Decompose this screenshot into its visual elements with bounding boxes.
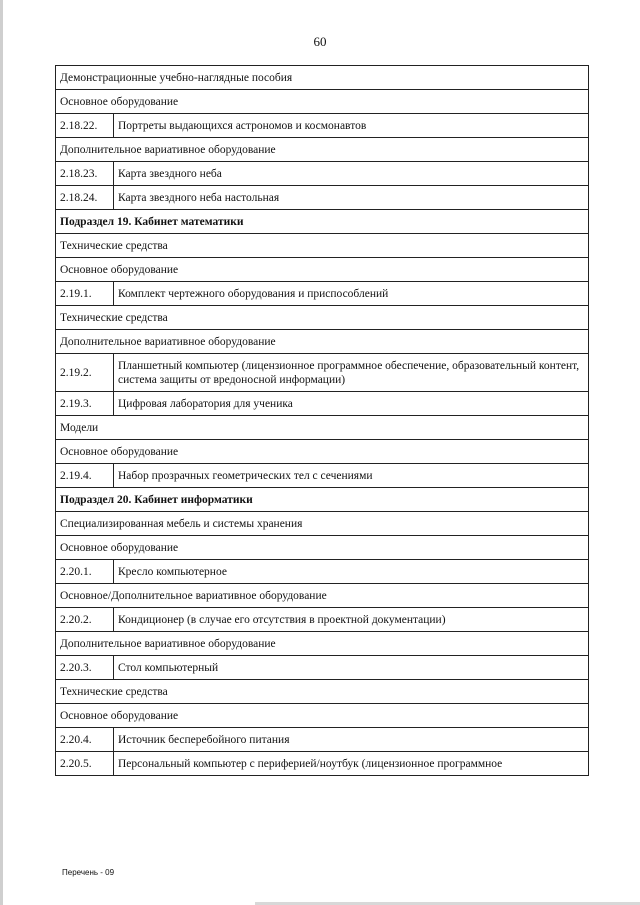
item-number: 2.20.1. xyxy=(56,560,114,584)
page-footer: Перечень - 09 xyxy=(62,868,115,877)
table-row-category xyxy=(56,680,589,704)
table-row-category xyxy=(56,632,589,656)
table-row-item xyxy=(56,354,589,392)
equipment-table-body xyxy=(56,66,589,776)
table-row-item xyxy=(56,162,589,186)
item-number: 2.18.24. xyxy=(56,186,114,210)
item-number: 2.19.4. xyxy=(56,464,114,488)
item-number: 2.20.3. xyxy=(56,656,114,680)
table-row-section xyxy=(56,488,589,512)
table-row-item xyxy=(56,282,589,306)
category-label: Основное оборудование xyxy=(56,704,589,728)
item-description: Портреты выдающихся астрономов и космонавтов xyxy=(114,114,589,138)
item-number: 2.19.2. xyxy=(56,354,114,392)
table-row-category xyxy=(56,234,589,258)
item-description: Стол компьютерный xyxy=(114,656,589,680)
table-row-item xyxy=(56,560,589,584)
table-row-item xyxy=(56,464,589,488)
table-row-category xyxy=(56,440,589,464)
item-number: 2.19.1. xyxy=(56,282,114,306)
category-label: Технические средства xyxy=(56,234,589,258)
table-row-section xyxy=(56,210,589,234)
table-row-category xyxy=(56,306,589,330)
item-description: Комплект чертежного оборудования и приспособлений xyxy=(114,282,589,306)
category-label: Дополнительное вариативное оборудование xyxy=(56,330,589,354)
table-row-item xyxy=(56,114,589,138)
item-description: Кресло компьютерное xyxy=(114,560,589,584)
item-description: Карта звездного неба настольная xyxy=(114,186,589,210)
item-description: Кондиционер (в случае его отсутствия в проектной документации) xyxy=(114,608,589,632)
category-label: Модели xyxy=(56,416,589,440)
table-row-category xyxy=(56,536,589,560)
table-row-category xyxy=(56,416,589,440)
page-number: 60 xyxy=(313,34,327,49)
table-row-category xyxy=(56,330,589,354)
table-row-category xyxy=(56,584,589,608)
category-label: Дополнительное вариативное оборудование xyxy=(56,138,589,162)
item-number: 2.18.22. xyxy=(56,114,114,138)
item-description: Персональный компьютер с периферией/ноутбук (лицензионное программное xyxy=(114,752,589,776)
table-row-item xyxy=(56,186,589,210)
table-row-category xyxy=(56,66,589,90)
item-number: 2.20.5. xyxy=(56,752,114,776)
category-label: Технические средства xyxy=(56,306,589,330)
category-label: Основное оборудование xyxy=(56,90,589,114)
item-number: 2.19.3. xyxy=(56,392,114,416)
item-number: 2.18.23. xyxy=(56,162,114,186)
section-heading: Подраздел 19. Кабинет математики xyxy=(56,210,589,234)
table-row-category xyxy=(56,90,589,114)
item-description: Планшетный компьютер (лицензионное программное обеспечение, образовательный контент, система защиты от вредоносной информации) xyxy=(114,354,589,392)
category-label: Основное/Дополнительное вариативное оборудование xyxy=(56,584,589,608)
category-label: Основное оборудование xyxy=(56,258,589,282)
table-row-item xyxy=(56,752,589,776)
section-heading: Подраздел 20. Кабинет информатики xyxy=(56,488,589,512)
table-row-item xyxy=(56,656,589,680)
item-description: Карта звездного неба xyxy=(114,162,589,186)
table-row-item xyxy=(56,728,589,752)
category-label: Специализированная мебель и системы хранения xyxy=(56,512,589,536)
table-row-category xyxy=(56,704,589,728)
category-label: Демонстрационные учебно-наглядные пособия xyxy=(56,66,589,90)
category-label: Основное оборудование xyxy=(56,536,589,560)
table-row-item xyxy=(56,392,589,416)
item-number: 2.20.4. xyxy=(56,728,114,752)
table-row-category xyxy=(56,258,589,282)
category-label: Технические средства xyxy=(56,680,589,704)
category-label: Дополнительное вариативное оборудование xyxy=(56,632,589,656)
equipment-table xyxy=(55,65,589,776)
item-description: Источник бесперебойного питания xyxy=(114,728,589,752)
category-label: Основное оборудование xyxy=(56,440,589,464)
item-number: 2.20.2. xyxy=(56,608,114,632)
table-row-item xyxy=(56,608,589,632)
scan-edge-left xyxy=(0,0,3,905)
item-description: Набор прозрачных геометрических тел с сечениями xyxy=(114,464,589,488)
table-row-category xyxy=(56,138,589,162)
item-description: Цифровая лаборатория для ученика xyxy=(114,392,589,416)
table-row-category xyxy=(56,512,589,536)
